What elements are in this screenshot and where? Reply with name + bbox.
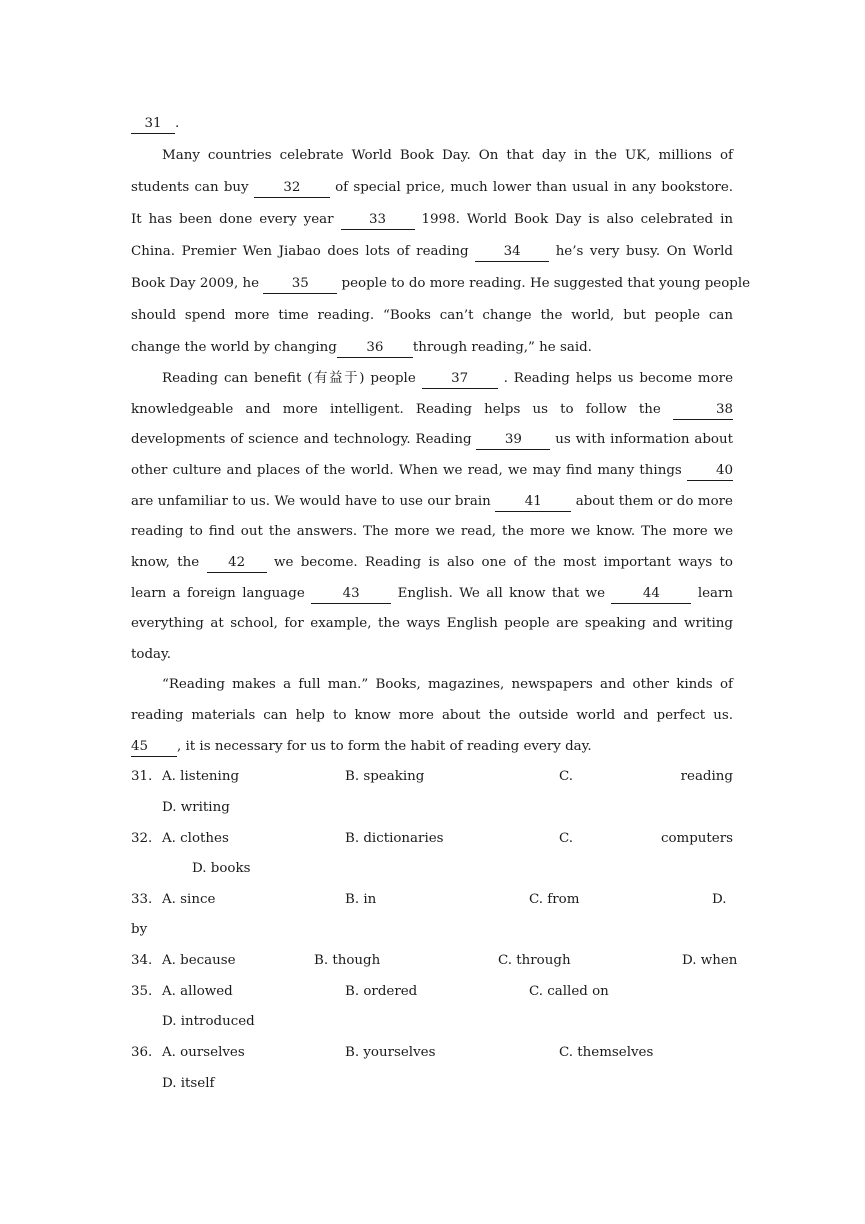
blank-45: 45 (131, 738, 177, 757)
text: 1998. World Book Day is also celebrated in (421, 212, 733, 227)
question-31 (131, 764, 733, 790)
option-c: C. (559, 831, 574, 846)
passage-line: reading to find out the answers. The more we read, the more we know. The more we (131, 524, 733, 539)
option-d: D. introduced (162, 1014, 255, 1029)
text: of special price, much lower than usual in any bookstore. (335, 180, 733, 195)
text: , it is necessary for us to form the habit of reading every day. (177, 739, 592, 754)
text: through reading,” he said. (412, 340, 592, 355)
option-b: B. though (314, 953, 381, 968)
option-a: A. allowed (162, 984, 233, 999)
passage-line (131, 397, 733, 423)
text: learn a foreign language (131, 586, 305, 601)
option-b: B. speaking (345, 769, 425, 784)
passage-line: Many countries celebrate World Book Day. On that day in the UK, millions of (162, 148, 733, 163)
blank-38: 38 (673, 401, 733, 420)
blank-33: 33 (341, 211, 415, 230)
option-c: C. (559, 769, 574, 784)
passage-line (131, 581, 733, 607)
option-d: D. books (192, 861, 251, 876)
option-b: B. in (345, 892, 377, 907)
passage-line (131, 271, 751, 297)
blank-44: 44 (611, 585, 691, 604)
text: China. Premier Wen Jiabao does lots of reading (131, 244, 469, 259)
option-d: D. writing (162, 800, 230, 815)
option-d: D. (712, 892, 727, 907)
text: learn (697, 586, 734, 601)
question-number: 33. (131, 892, 153, 907)
passage-line: everything at school, for example, the ways English people are speaking and writing (131, 616, 733, 631)
question-number: 31. (131, 769, 153, 784)
passage-line (131, 489, 733, 515)
passage-line (131, 366, 733, 392)
option-a: A. clothes (162, 831, 229, 846)
passage-line (131, 239, 733, 265)
question-number: 32. (131, 831, 153, 846)
option-b: B. dictionaries (345, 831, 444, 846)
passage-line: “Reading makes a full man.” Books, magazines, newspapers and other kinds of (162, 677, 733, 692)
passage-line: today. (131, 647, 172, 662)
question-36 (131, 1040, 733, 1066)
text: people to do more reading. He suggested that young people (341, 276, 751, 291)
option-d: D. when (682, 953, 738, 968)
question-number: 34. (131, 953, 153, 968)
question-35-cont (131, 1009, 733, 1035)
text: other culture and places of the world. When we read, we may find many things (131, 463, 682, 478)
question-32 (131, 826, 733, 852)
text: Reading can benefit (有益于) people (162, 371, 416, 386)
blank-40: 40 (687, 462, 733, 481)
passage-line (131, 427, 733, 453)
option-d-text: by (131, 922, 148, 937)
blank-32: 32 (254, 179, 330, 198)
text: Book Day 2009, he (131, 276, 260, 291)
blank-36: 36 (337, 339, 413, 358)
text: about them or do more (575, 494, 733, 509)
option-a: A. listening (162, 769, 240, 784)
option-d: D. itself (162, 1076, 215, 1091)
passage-line: reading materials can help to know more about the outside world and perfect us. (131, 708, 733, 723)
option-c-text: computers (660, 831, 733, 846)
question-32-cont (131, 856, 733, 882)
option-c: C. from (529, 892, 580, 907)
option-c: C. called on (529, 984, 609, 999)
passage-line: should spend more time reading. “Books can’t change the world, but people can (131, 308, 733, 323)
passage-line (131, 734, 733, 760)
text: change the world by changing (131, 340, 337, 355)
question-35 (131, 979, 733, 1005)
text: students can buy (131, 180, 249, 195)
option-a: A. ourselves (162, 1045, 245, 1060)
option-b: B. ordered (345, 984, 418, 999)
question-31-cont (131, 795, 733, 821)
text: us with information about (555, 432, 733, 447)
question-36-cont (131, 1071, 733, 1097)
text: are unfamiliar to us. We would have to use our brain (131, 494, 491, 509)
passage-line (131, 458, 733, 484)
blank-42: 42 (207, 554, 267, 573)
text: developments of science and technology. Reading (131, 432, 472, 447)
option-a: A. since (162, 892, 216, 907)
blank-39: 39 (476, 431, 550, 450)
blank-34: 34 (475, 243, 549, 262)
text: . Reading helps us become more (503, 371, 733, 386)
passage-line (131, 335, 733, 361)
blank-37: 37 (422, 370, 498, 389)
question-number: 35. (131, 984, 153, 999)
text: know, the (131, 555, 200, 570)
question-34 (131, 948, 738, 974)
blank-43: 43 (311, 585, 391, 604)
blank-31: 31 (131, 115, 175, 134)
question-33-cont (131, 917, 733, 943)
question-33 (131, 887, 733, 913)
option-a: A. because (162, 953, 236, 968)
option-c: C. themselves (559, 1045, 654, 1060)
text: knowledgeable and more intelligent. Reading helps us to follow the (131, 402, 661, 417)
passage-line (131, 175, 733, 201)
text: he’s very busy. On World (555, 244, 733, 259)
text: It has been done every year (131, 212, 334, 227)
text: English. We all know that we (397, 586, 605, 601)
passage-line (131, 550, 733, 576)
question-number: 36. (131, 1045, 153, 1060)
option-c: C. through (498, 953, 571, 968)
option-b: B. yourselves (345, 1045, 436, 1060)
text: we become. Reading is also one of the most important ways to (273, 555, 733, 570)
text: . (175, 116, 180, 131)
option-c-text: reading (680, 769, 733, 784)
passage-line (131, 207, 733, 233)
blank-41: 41 (495, 493, 571, 512)
blank-35: 35 (263, 275, 337, 294)
passage-line (131, 111, 733, 137)
